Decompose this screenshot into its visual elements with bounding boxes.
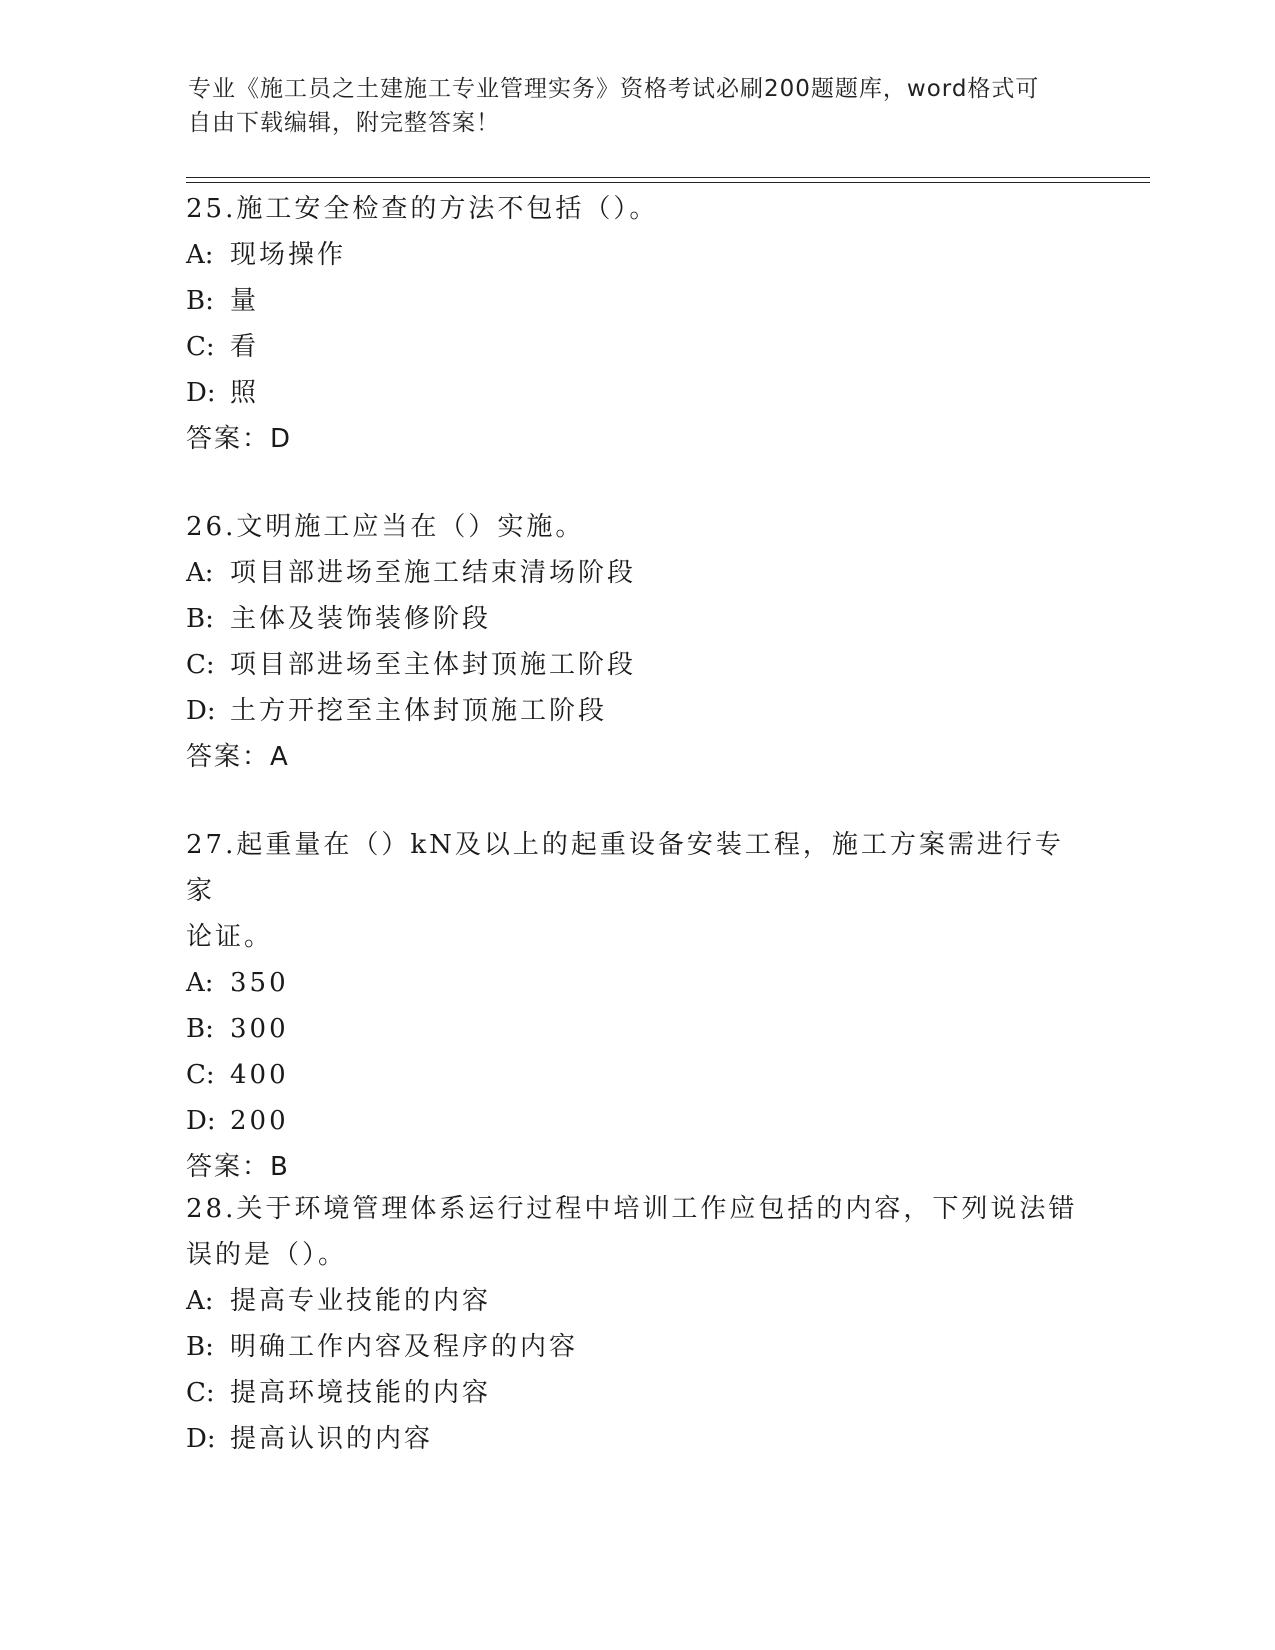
option-text: 土方开挖至主体封顶施工阶段 [230, 696, 608, 726]
header-line-1: 专业《施工员之土建施工专业管理实务》资格考试必刷200题题库，word格式可 [188, 76, 1040, 102]
option-a [186, 1278, 1086, 1324]
option-letter: C: [186, 1378, 215, 1408]
option-text: 看 [230, 332, 260, 362]
question-25 [186, 186, 1086, 462]
option-letter: D: [186, 1106, 216, 1136]
option-c [186, 642, 1086, 688]
option-letter: D: [186, 1424, 216, 1454]
header-divider-bottom [186, 182, 1150, 183]
option-letter: B: [186, 286, 214, 316]
option-text: 350 [230, 968, 289, 998]
answer-line: 答案：B [186, 1152, 290, 1182]
option-text: 量 [230, 286, 260, 316]
option-b [186, 596, 1086, 642]
question-27 [186, 822, 1086, 1190]
option-text: 提高认识的内容 [230, 1424, 434, 1454]
option-text: 现场操作 [230, 240, 347, 270]
option-letter: B: [186, 604, 214, 634]
option-text: 提高环境技能的内容 [230, 1378, 492, 1408]
question-stem-continued: 论证。 [186, 922, 274, 952]
option-text: 主体及装饰装修阶段 [230, 604, 492, 634]
option-letter: A: [186, 240, 214, 270]
option-letter: C: [186, 650, 215, 680]
option-letter: A: [186, 968, 214, 998]
option-d [186, 688, 1086, 734]
option-b [186, 1324, 1086, 1370]
option-letter: D: [186, 378, 216, 408]
question-stem-continued: 误的是（）。 [186, 1240, 348, 1270]
option-a [186, 232, 1086, 278]
header-line-2: 自由下载编辑，附完整答案！ [188, 110, 500, 136]
question-stem: 27.起重量在（）kN及以上的起重设备安装工程，施工方案需进行专家 [186, 830, 1064, 906]
option-d [186, 1098, 1086, 1144]
answer-line: 答案：D [186, 424, 293, 454]
option-b [186, 278, 1086, 324]
option-letter: A: [186, 558, 214, 588]
document-header [188, 72, 1088, 140]
question-26 [186, 504, 1086, 780]
question-stem: 28.关于环境管理体系运行过程中培训工作应包括的内容，下列说法错 [186, 1194, 1078, 1224]
option-text: 照 [230, 378, 260, 408]
option-d [186, 1416, 1086, 1462]
option-c [186, 324, 1086, 370]
option-text: 项目部进场至施工结束清场阶段 [230, 558, 637, 588]
question-stem: 25.施工安全检查的方法不包括（）。 [186, 194, 659, 224]
option-letter: A: [186, 1286, 214, 1316]
option-c [186, 1370, 1086, 1416]
option-text: 项目部进场至主体封顶施工阶段 [230, 650, 637, 680]
option-letter: B: [186, 1332, 214, 1362]
option-text: 提高专业技能的内容 [230, 1286, 492, 1316]
option-text: 200 [230, 1106, 289, 1136]
option-b [186, 1006, 1086, 1052]
option-a [186, 960, 1086, 1006]
option-d [186, 370, 1086, 416]
question-28 [186, 1186, 1086, 1462]
option-text: 400 [230, 1060, 289, 1090]
option-letter: D: [186, 696, 216, 726]
question-stem: 26.文明施工应当在（）实施。 [186, 512, 585, 542]
option-c [186, 1052, 1086, 1098]
option-letter: C: [186, 1060, 215, 1090]
answer-line: 答案：A [186, 742, 290, 772]
option-text: 300 [230, 1014, 289, 1044]
option-a [186, 550, 1086, 596]
option-letter: C: [186, 332, 215, 362]
option-letter: B: [186, 1014, 214, 1044]
option-text: 明确工作内容及程序的内容 [230, 1332, 579, 1362]
header-divider-top [186, 177, 1150, 178]
